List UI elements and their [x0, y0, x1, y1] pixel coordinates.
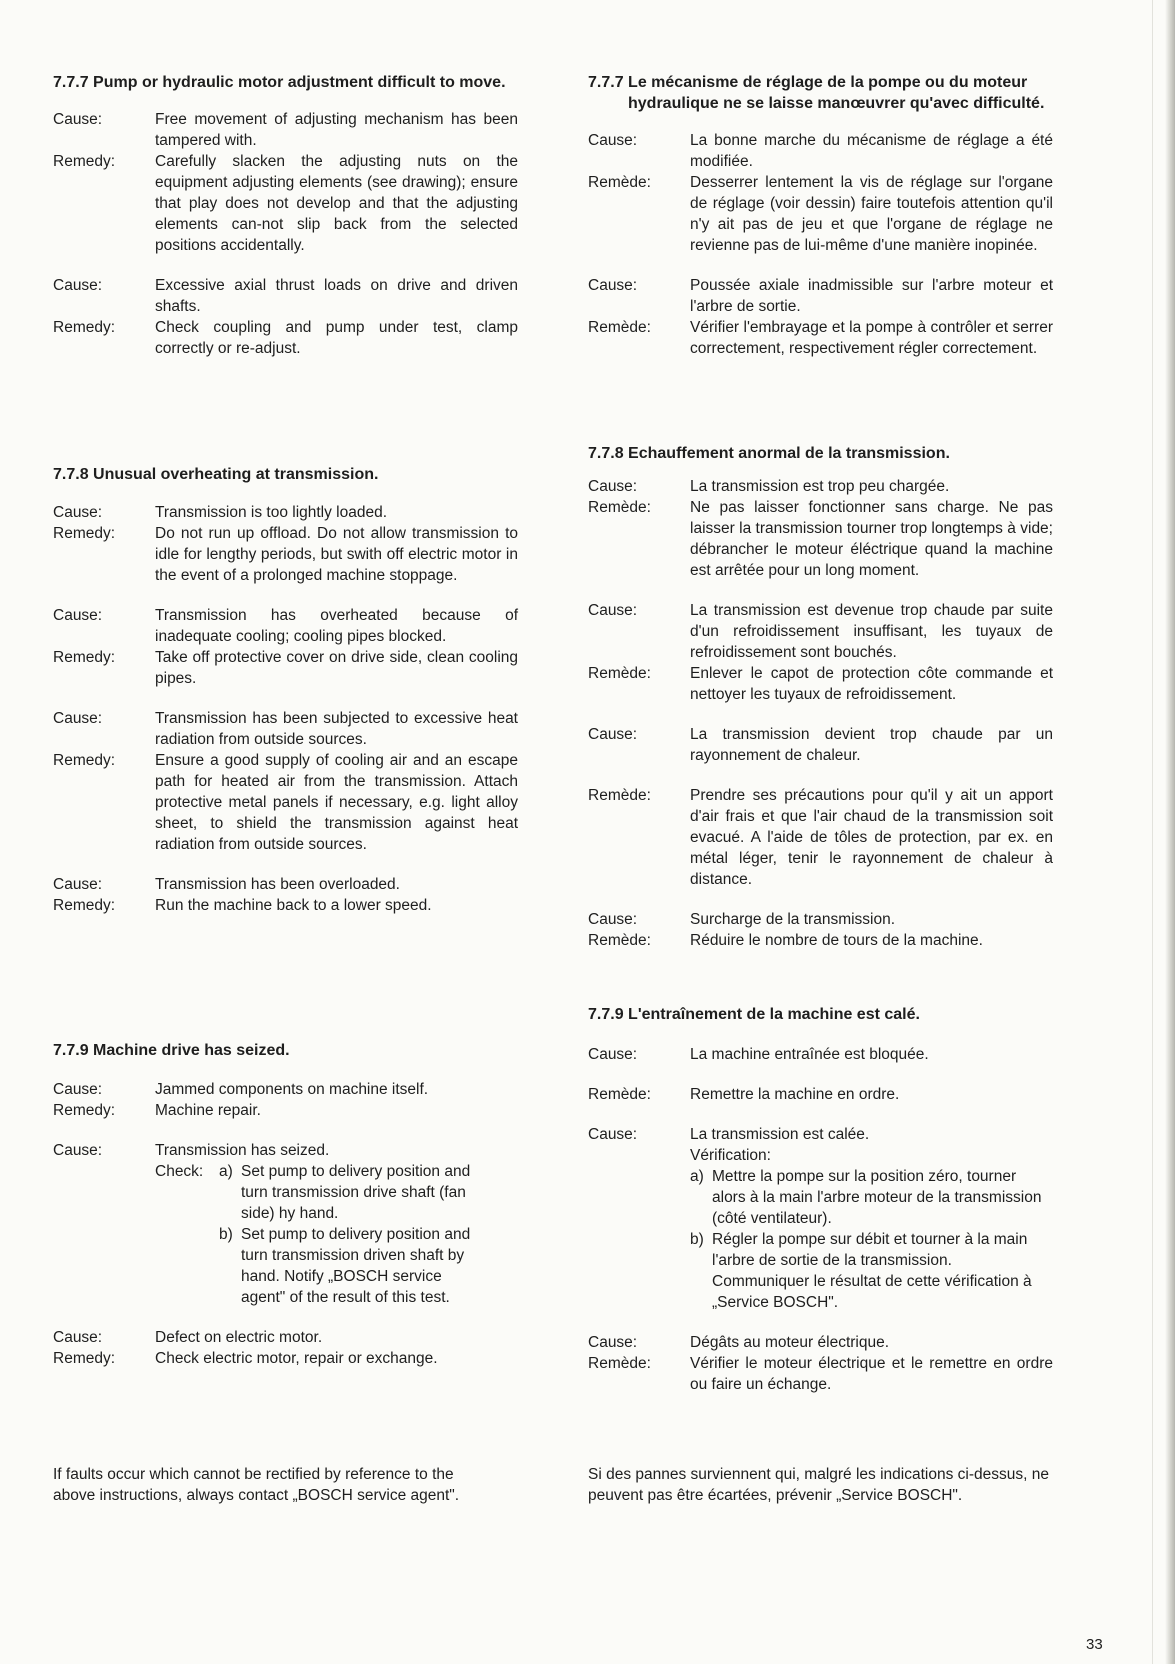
cause-label: Cause:: [588, 1126, 638, 1143]
cause-text: Surcharge de la transmission.: [690, 911, 896, 928]
remedy-label: Remède:: [588, 1086, 651, 1103]
step-text: Mettre la pompe sur la position zéro, tourner alors à la main l'arbre moteur de la transmission (côté ventilateur).: [712, 1168, 1042, 1227]
cause-text: Poussée axiale inadmissible sur l'arbre moteur et l'arbre de sortie.: [690, 277, 1053, 315]
remedy-text: Run the machine back to a lower speed.: [155, 897, 432, 914]
cause-row: [588, 724, 1053, 766]
remedy-row: [53, 895, 518, 916]
cause-label: Cause:: [588, 1334, 638, 1351]
section-title: Echauffement anormal de la transmission.: [628, 445, 950, 462]
remedy-row: [588, 663, 1053, 705]
remedy-label: Remedy:: [53, 319, 116, 336]
remedy-text: Ne pas laisser fonctionner sans charge. Ne pas laisser la transmission tourner trop longtemps à vide; débrancher le moteur éléctrique quand la machine est arrêtée pour un long moment.: [690, 499, 1053, 579]
section-title: Unusual overheating at transmission.: [93, 466, 379, 483]
cause-row: [53, 1079, 518, 1100]
remedy-label: Remedy:: [53, 752, 116, 769]
remedy-text: Réduire le nombre de tours de la machine.: [690, 932, 983, 949]
section-heading: [53, 72, 518, 93]
cause-row: [53, 708, 518, 750]
section-heading: [53, 1040, 518, 1061]
cause-text: La transmission est trop peu chargée.: [690, 478, 950, 495]
remedy-label: Remède:: [588, 1355, 651, 1372]
cause-row: [588, 130, 1053, 172]
cause-label: Cause:: [53, 1329, 103, 1346]
check-step-a: [690, 1166, 1053, 1229]
remedy-row: [588, 172, 1053, 256]
section-7-7-7-en: [53, 72, 518, 359]
cause-label: Cause:: [53, 607, 103, 624]
section-title: Pump or hydraulic motor adjustment difficult to move.: [93, 74, 506, 91]
section-title: Machine drive has seized.: [93, 1042, 290, 1059]
cause-row: [588, 1044, 1053, 1065]
section-number: 7.7.8: [588, 445, 624, 462]
cause-row: [588, 476, 1053, 497]
cause-label: Cause:: [588, 726, 638, 743]
section-7-7-9-en: [53, 1040, 518, 1369]
cause-text: Excessive axial thrust loads on drive and driven shafts.: [155, 277, 518, 315]
remedy-text: Remettre la machine en ordre.: [690, 1086, 900, 1103]
step-key: a): [219, 1163, 233, 1180]
step-key: b): [219, 1226, 233, 1243]
cause-label: Cause:: [588, 132, 638, 149]
section-number: 7.7.8: [53, 466, 89, 483]
cause-label: Cause:: [53, 876, 103, 893]
cause-label: Cause:: [53, 504, 103, 521]
cause-row: [53, 109, 518, 151]
cause-row: [53, 1327, 518, 1348]
step-key: b): [690, 1231, 704, 1248]
section-7-7-7-fr: [588, 72, 1053, 359]
remedy-text: Machine repair.: [155, 1102, 261, 1119]
cause-row: [53, 874, 518, 895]
cause-text: Jammed components on machine itself.: [155, 1081, 429, 1098]
cause-label: Cause:: [53, 710, 103, 727]
cause-row: [53, 275, 518, 317]
cause-text: Transmission has overheated because of inadequate cooling; cooling pipes blocked.: [155, 607, 518, 645]
remedy-text: Take off protective cover on drive side, clean cooling pipes.: [155, 649, 518, 687]
remedy-text: Check coupling and pump under test, clamp correctly or re-adjust.: [155, 319, 518, 357]
cause-text: La transmission est devenue trop chaude par suite d'un refroidissement insuffisant, les tuyaux de refroidissement sont bouchés.: [690, 602, 1053, 661]
remedy-row: [588, 1353, 1053, 1395]
page-edge-line: [1152, 0, 1153, 1664]
section-heading: [588, 1004, 1053, 1025]
remedy-row: [53, 750, 518, 855]
check-block: [155, 1161, 485, 1308]
section-7-7-8-fr: [588, 443, 1053, 951]
remedy-row: [53, 1100, 518, 1121]
remedy-text: Vérifier le moteur électrique et le remettre en ordre ou faire un échange.: [690, 1355, 1053, 1393]
remedy-text: Prendre ses précautions pour qu'il y ait un apport d'air frais et que l'air chaud de la transmission soit evacué. A l'aide de tôles de protection, par ex. en métal léger, tenir le rayonnement de chaleur à distance.: [690, 787, 1053, 888]
verification-label: Vérification:: [690, 1147, 771, 1164]
remedy-row: [53, 151, 518, 256]
remedy-row: [588, 1084, 1053, 1105]
cause-row: [588, 1124, 1053, 1313]
footer-note-en: If faults occur which cannot be rectified by reference to the above instructions, always contact „BOSCH service agent".: [53, 1466, 460, 1504]
remedy-label: Remedy:: [53, 525, 116, 542]
cause-row: [588, 1332, 1053, 1353]
remedy-row: [53, 317, 518, 359]
cause-label: Cause:: [53, 1142, 103, 1159]
section-7-7-9-fr: [588, 1004, 1053, 1395]
cause-text: Dégâts au moteur électrique.: [690, 1334, 890, 1351]
check-row: [53, 1161, 518, 1308]
remedy-label: Remedy:: [53, 1102, 116, 1119]
cause-text: Free movement of adjusting mechanism has been tampered with.: [155, 111, 518, 149]
cause-row: [53, 1140, 518, 1161]
remedy-text: Vérifier l'embrayage et la pompe à contrôler et serrer correctement, respectivement régler correctement.: [690, 319, 1053, 357]
cause-text: La bonne marche du mécanisme de réglage a été modifiée.: [690, 132, 1053, 170]
step-text: Set pump to delivery position and turn transmission driven shaft by hand. Notify „BOSCH service agent" of the result of this test.: [241, 1226, 471, 1306]
footer-note-fr: Si des pannes surviennent qui, malgré les indications ci-dessus, ne peuvent pas être écartées, prévenir „Service BOSCH".: [588, 1466, 1049, 1504]
remedy-row: [588, 930, 1053, 951]
cause-label: Cause:: [588, 602, 638, 619]
remedy-row: [53, 647, 518, 689]
cause-label: Cause:: [588, 1046, 638, 1063]
section-number: 7.7.7: [53, 74, 89, 91]
section-number: 7.7.9: [53, 1042, 89, 1059]
page-number: 33: [1086, 1636, 1103, 1653]
cause-row: [588, 275, 1053, 317]
cause-row: [588, 600, 1053, 663]
section-title: L'entraînement de la machine est calé.: [628, 1006, 920, 1023]
cause-text: Transmission has been subjected to excessive heat radiation from outside sources.: [155, 710, 518, 748]
cause-row: [53, 502, 518, 523]
cause-label: Cause:: [53, 277, 103, 294]
step-text: Régler la pompe sur débit et tourner à la main l'arbre de sortie de la transmission.: [712, 1231, 1028, 1269]
remedy-row: [588, 497, 1053, 581]
section-heading: [588, 443, 1053, 464]
remedy-text: Desserrer lentement la vis de réglage sur l'organe de réglage (voir dessin) faire toutefois attention qu'il n'y ait pas de jeu et que l'organe de réglage ne revienne pas de lui-même d'une manière inopinée.: [690, 174, 1053, 254]
remedy-text: Ensure a good supply of cooling air and an escape path for heated air from the transmission. Attach protective metal panels if necessary, e.g. light alloy sheet, to shield the transmission against heat radiation from outside sources.: [155, 752, 518, 853]
check-note: [690, 1271, 1053, 1313]
remedy-row: [53, 1348, 518, 1369]
cause-text: Transmission has been overloaded.: [155, 876, 400, 893]
cause-text: La transmission devient trop chaude par un rayonnement de chaleur.: [690, 726, 1053, 764]
remedy-label: Remède:: [588, 319, 651, 336]
remedy-label: Remedy:: [53, 897, 116, 914]
remedy-label: Remède:: [588, 174, 651, 191]
cause-text: La machine entraînée est bloquée.: [690, 1046, 929, 1063]
cause-text: Transmission is too lightly loaded.: [155, 504, 388, 521]
remedy-row: [588, 317, 1053, 359]
remedy-text: Carefully slacken the adjusting nuts on the equipment adjusting elements (see drawing); ensure that play does not develop and that the adjusting elements can-not slip back from the selected positions accidentally.: [155, 153, 518, 254]
step-key: a): [690, 1168, 704, 1185]
page-edge-shadow: [1165, 0, 1175, 1664]
cause-label: Cause:: [588, 478, 638, 495]
section-title: Le mécanisme de réglage de la pompe ou du moteur hydraulique ne se laisse manœuvrer qu'avec difficulté.: [628, 74, 1045, 112]
cause-text: Transmission has seized.: [155, 1142, 330, 1159]
check-step-b: [690, 1229, 1053, 1271]
remedy-label: Remedy:: [53, 649, 116, 666]
check-step-a: [219, 1161, 485, 1224]
note-text: Communiquer le résultat de cette vérification à „Service BOSCH".: [712, 1273, 1032, 1311]
cause-label: Cause:: [588, 277, 638, 294]
section-number: 7.7.7: [588, 74, 624, 91]
remedy-text: Do not run up offload. Do not allow transmission to idle for lengthy periods, but swith off electric motor in the event of a prolonged machine stoppage.: [155, 525, 518, 584]
cause-row: [53, 605, 518, 647]
cause-row: [588, 909, 1053, 930]
cause-text: Defect on electric motor.: [155, 1329, 323, 1346]
section-heading: [53, 464, 518, 485]
section-number: 7.7.9: [588, 1006, 624, 1023]
step-text: Set pump to delivery position and turn transmission drive shaft (fan side) hy hand.: [241, 1163, 471, 1222]
remedy-text: Check electric motor, repair or exchange.: [155, 1350, 438, 1367]
remedy-row: [53, 523, 518, 586]
check-label: Check:: [155, 1163, 204, 1180]
cause-text: La transmission est calée.: [690, 1126, 870, 1143]
cause-label: Cause:: [588, 911, 638, 928]
cause-label: Cause:: [53, 111, 103, 128]
remedy-label: Remedy:: [53, 153, 116, 170]
remedy-label: Remedy:: [53, 1350, 116, 1367]
remedy-text: Enlever le capot de protection côte commande et nettoyer les tuyaux de refroidissement.: [690, 665, 1053, 703]
section-7-7-8-en: [53, 464, 518, 916]
remedy-label: Remède:: [588, 499, 651, 516]
check-step-b: [219, 1224, 485, 1308]
remedy-label: Remède:: [588, 787, 651, 804]
remedy-label: Remède:: [588, 665, 651, 682]
remedy-label: Remède:: [588, 932, 651, 949]
section-heading: [588, 72, 1053, 114]
remedy-row: [588, 785, 1053, 890]
cause-label: Cause:: [53, 1081, 103, 1098]
